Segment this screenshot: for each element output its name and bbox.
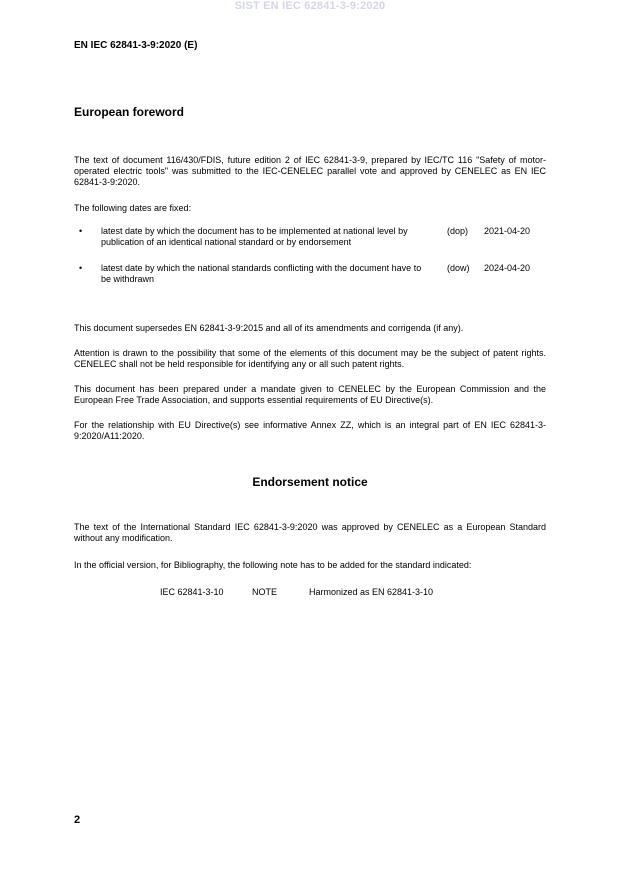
date-item-code: (dop): [447, 226, 469, 236]
relationship-paragraph: For the relationship with EU Directive(s) see informative Annex ZZ, which is an integral part of EN IEC 62841-3-9:2020/A11:2020.: [74, 420, 546, 441]
watermark: SIST EN IEC 62841-3-9:2020: [234, 0, 386, 12]
note-label: NOTE: [252, 587, 278, 597]
bullet-icon: •: [79, 263, 83, 273]
page-number: 2: [74, 814, 81, 826]
date-item-text: latest date by which the document has to be implemented at national level by publication of an identical national standard or by endorsement: [101, 226, 408, 247]
foreword-intro: The text of document 116/430/FDIS, future edition 2 of IEC 62841-3-9, prepared by IEC/TC 116 "Safety of motor-operated electric tools" was submitted to the IEC-CENELEC parallel vote and approved by CENELEC as EN IEC 62841-3-9:2020.: [74, 155, 546, 187]
endorsement-text: The text of the International Standard IEC 62841-3-9:2020 was approved by CENELEC as a European Standard without any modification.: [74, 522, 546, 543]
mandate-paragraph: This document has been prepared under a mandate given to CENELEC by the European Commission and the European Free Trade Association, and supports essential requirements of EU Directive(s).: [74, 384, 546, 405]
section-title-foreword: European foreword: [74, 105, 185, 119]
date-item-code: (dow): [447, 263, 470, 273]
date-item-text: latest date by which the national standards conflicting with the document have to be withdrawn: [101, 263, 422, 284]
note-standard: IEC 62841-3-10: [160, 587, 224, 597]
note-text: Harmonized as EN 62841-3-10: [309, 587, 434, 597]
supersedes-paragraph: This document supersedes EN 62841-3-9:2015 and all of its amendments and corrigenda (if any).: [74, 323, 464, 333]
section-title-endorsement: Endorsement notice: [252, 475, 368, 489]
document-header: EN IEC 62841-3-9:2020 (E): [74, 40, 198, 51]
date-item-date: 2021-04-20: [484, 226, 531, 236]
date-item-date: 2024-04-20: [484, 263, 531, 273]
bullet-icon: •: [79, 226, 83, 236]
bibliography-intro: In the official version, for Bibliography, the following note has to be added for the standard indicated:: [74, 560, 472, 570]
dates-intro: The following dates are fixed:: [74, 203, 192, 213]
attention-paragraph: Attention is drawn to the possibility that some of the elements of this document may be the subject of patent rights. CENELEC shall not be held responsible for identifying any or all such patent rights.: [74, 348, 546, 369]
